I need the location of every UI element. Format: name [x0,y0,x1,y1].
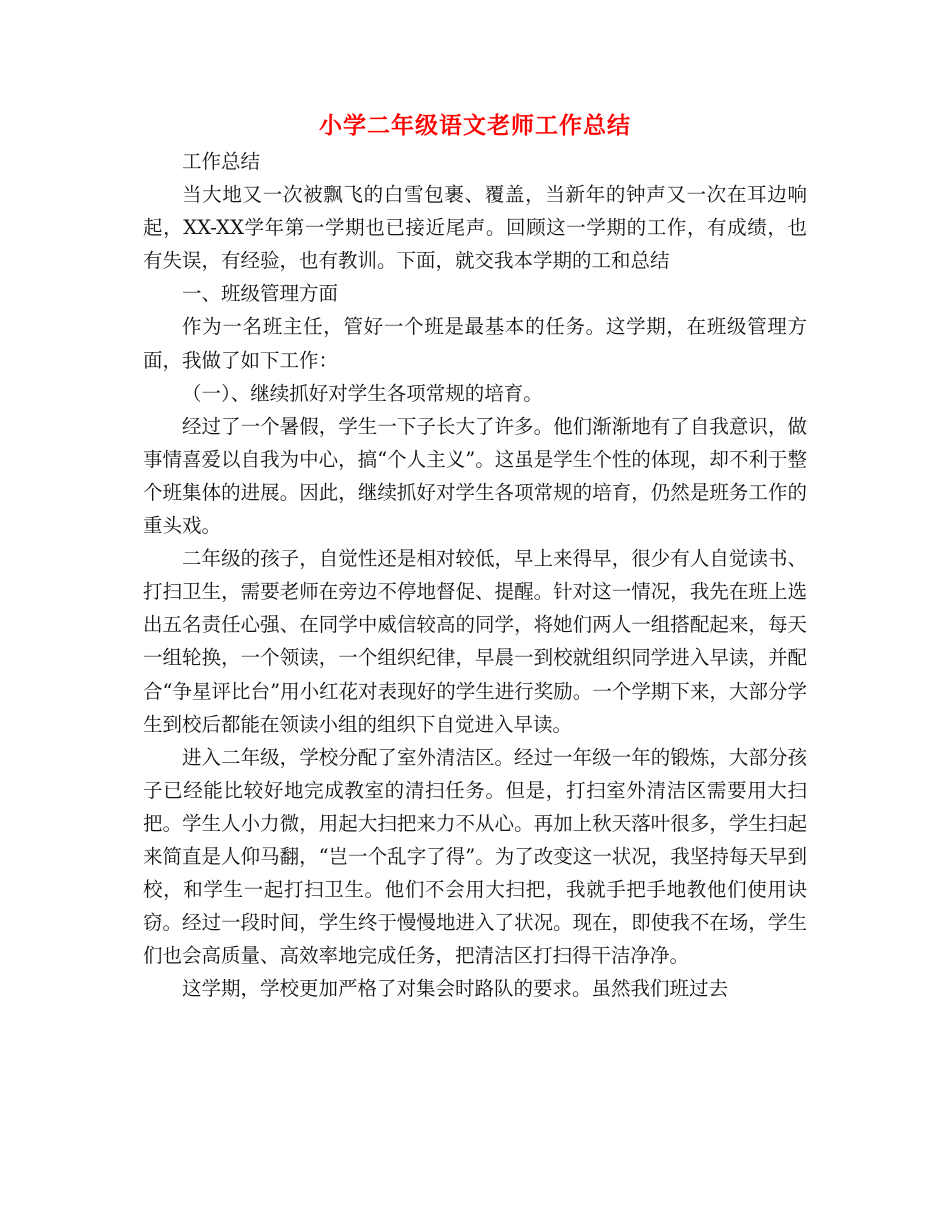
document-title: 小学二年级语文老师工作总结 [319,112,631,139]
paragraph: 作为一名班主任，管好一个班是最基本的任务。这学期，在班级管理方面，我做了如下工作： [143,315,807,372]
subsection-heading: （一）、继续抓好对学生各项常规的培育。 [182,381,543,405]
paragraph: 进入二年级，学校分配了室外清洁区。经过一年级一年的锻炼，大部分孩子已经能比较好地完成教室的清扫任务。但是，打扫室外清洁区需要用大扫把。学生人小力微，用起大扫把来力不从心。再加上秋天落叶很多，学生扫起来简直是人仰马翻，“岂一个乱字了得”。为了改变这一状况，我坚持每天早到校，和学生一起打扫卫生。他们不会用大扫把，我就手把手地教他们使用诀窃。经过一段时间，学生终于慢慢地进入了状况。现在，即使我不在场，学生们也会高质量、高效率地完成任务，把清洁区打扫得干洁净净。 [143,745,807,968]
paragraph: 工作总结 [182,150,261,173]
paragraph: 这学期，学校更加严格了对集会时路队的要求。虽然我们班过去 [182,977,729,1001]
document-body [143,145,807,1005]
paragraph: 二年级的孩子，自觉性还是相对较低，早上来得早，很少有人自觉读书、打扫卫生，需要老师在旁边不停地督促、提醒。针对这一情况，我先在班上选出五名责任心强、在同学中威信较高的同学，将她们两人一组搭配起来，每天一组轮换，一个领读，一个组织纪律，早晨一到校就组织同学进入早读，并配合“争星评比台”用小红花对表现好的学生进行奖励。一个学期下来，大部分学生到校后都能在领读小组的组织下自觉进入早读。 [143,547,807,736]
section-heading: 一、班级管理方面 [182,282,339,306]
paragraph: 当大地又一次被飘飞的白雪包裹、覆盖，当新年的钟声又一次在耳边响起，XX-XX学年第一学期也已接近尾声。回顾这一学期的工作，有成绩，也有失误，有经验，也有教训。下面，就交我本学期的工和总结 [143,183,807,273]
paragraph: 经过了一个暑假，学生一下子长大了许多。他们渐渐地有了自我意识，做事情喜爱以自我为中心，搞“个人主义”。这虽是学生个性的体现，却不利于整个班集体的进展。因此，继续抓好对学生各项常规的培育，仍然是班务工作的重头戏。 [143,414,807,538]
